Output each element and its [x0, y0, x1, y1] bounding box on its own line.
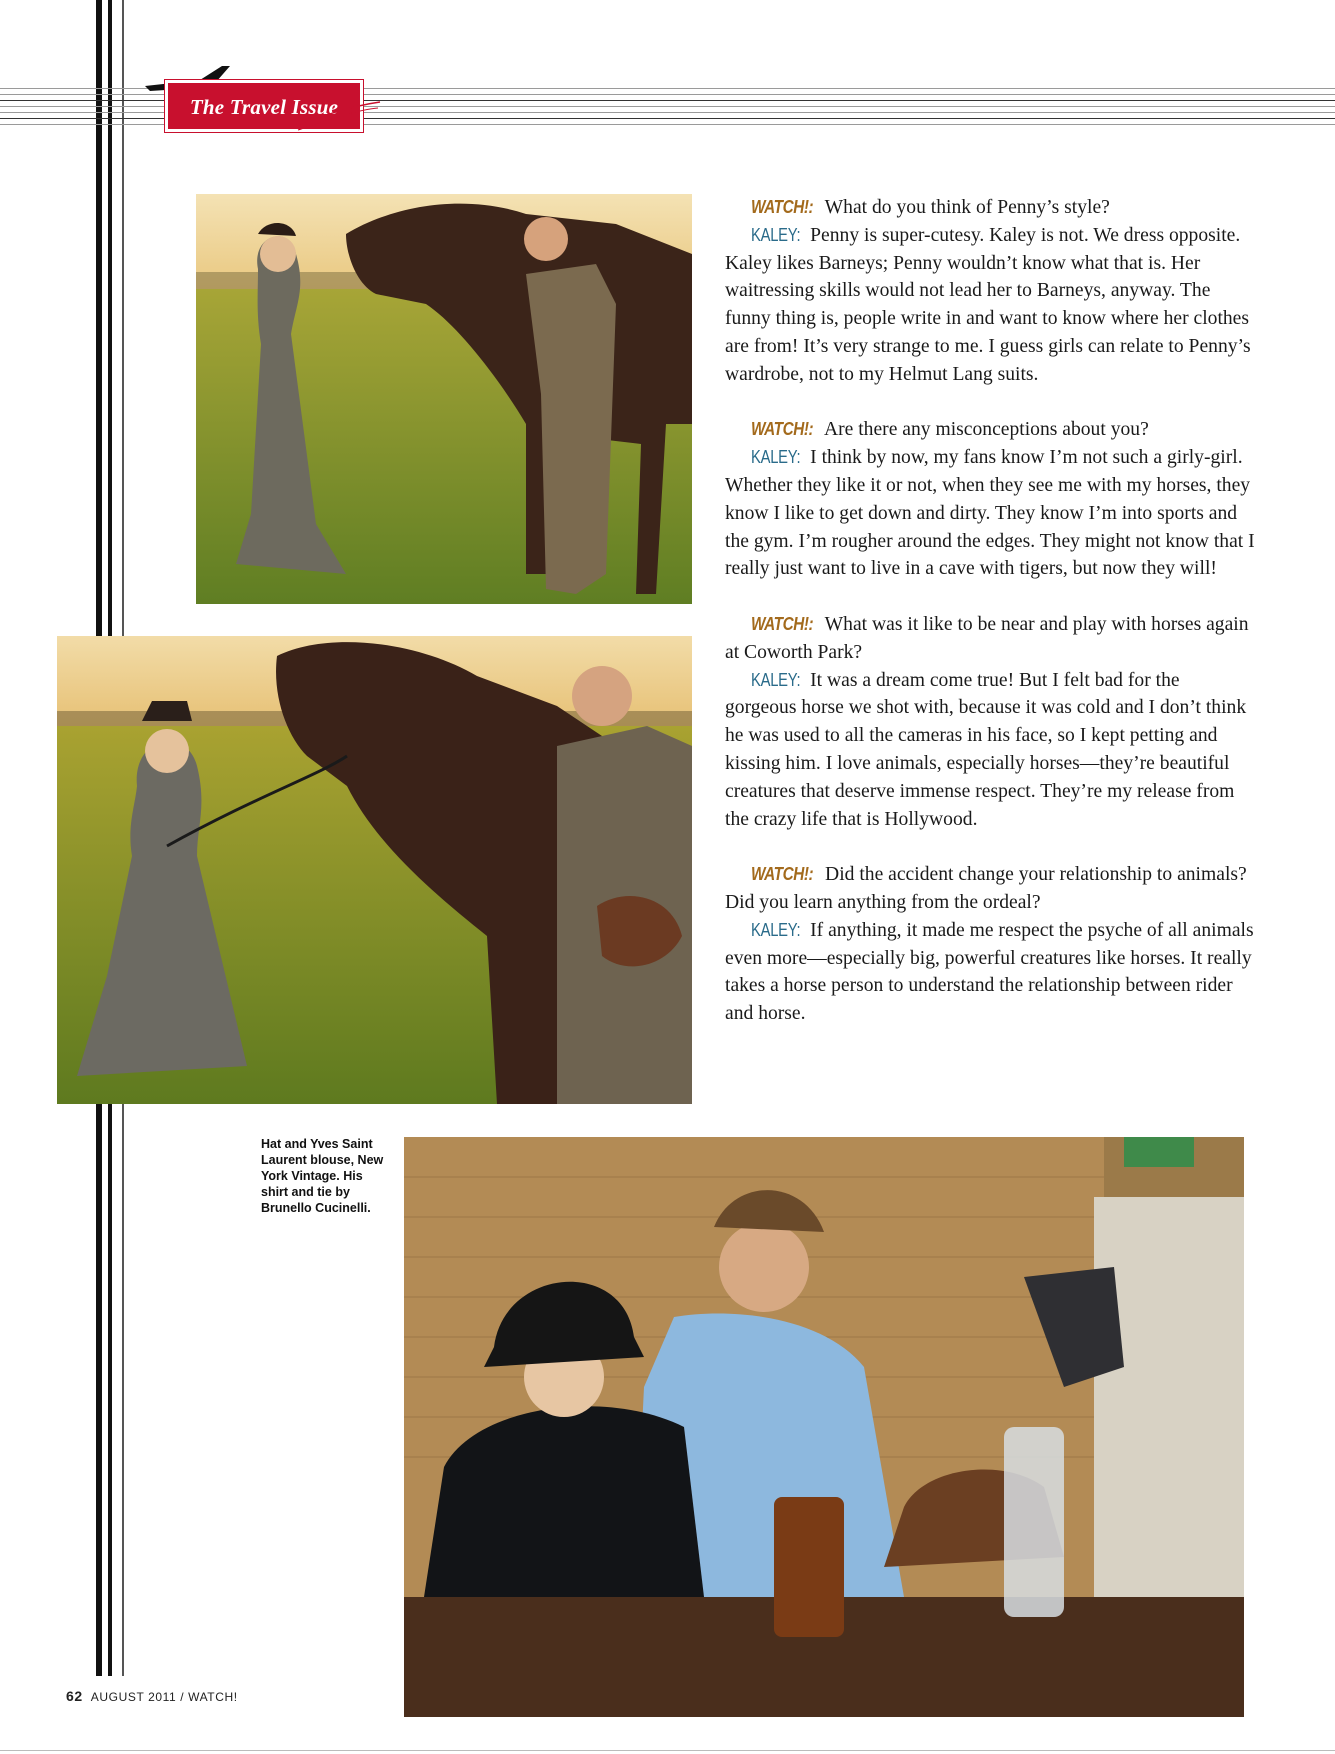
qa-block-4: [725, 861, 1255, 1028]
question-label: WATCH!:: [751, 419, 814, 440]
margin-rule-2: [108, 0, 112, 636]
answer-text: If anything, it made me respect the psyche of all animals even more—especially big, powerful creatures like horses. It really takes a horse person to understand the relationship between rider and horse.: [725, 919, 1254, 1025]
bar-scene-image: [404, 1137, 1244, 1717]
answer-label: KALEY:: [751, 669, 801, 690]
swoosh-icon: [292, 96, 382, 136]
woman-horse-image: [57, 636, 692, 1104]
margin-rule-3: [122, 0, 124, 636]
question-label: WATCH!:: [751, 864, 814, 885]
margin-rule-6: [122, 1104, 124, 1676]
question-text: Did the accident change your relationship to animals? Did you learn anything from the ordeal?: [725, 864, 1247, 913]
answer-label: KALEY:: [751, 447, 801, 468]
margin-rule-4: [96, 1104, 102, 1676]
question-text: What was it like to be near and play with horses again at Coworth Park?: [725, 613, 1249, 663]
middle-photo: [57, 636, 692, 1104]
answer-text: Penny is super-cutesy. Kaley is not. We dress opposite. Kaley likes Barneys; Penny wouldn’t know what that is. Her waitressing skills would not lead her to Barneys, anyway. The funny thing is, people write in and want to know where her clothes are from! It’s very strange to me. I guess girls can relate to Penny’s wardrobe, not to my Helmut Lang suits.: [725, 224, 1251, 385]
section-title: The Travel Issue: [189, 95, 339, 119]
field-horse-image: [196, 194, 692, 604]
question-text: What do you think of Penny’s style?: [820, 197, 1110, 218]
margin-rule-5: [108, 1104, 112, 1676]
page-number: 62: [66, 1688, 83, 1704]
article-body: [725, 194, 1255, 1056]
bottom-photo: [404, 1137, 1244, 1717]
answer-text: I think by now, my fans know I’m not such a girly-girl. Whether they like it or not, when they see me with my horses, they know I like to get down and dirty. They know I’m into sports and the gym. I’m rougher around the edges. They might not know that I really just want to live in a cave with tigers, but now they will!: [725, 447, 1255, 580]
qa-block-3: [725, 611, 1255, 833]
bottom-rule: [0, 1750, 1335, 1751]
qa-block-2: [725, 416, 1255, 583]
issue-line: AUGUST 2011 / WATCH!: [90, 1690, 238, 1704]
top-photo: [196, 194, 692, 604]
answer-text: It was a dream come true! But I felt bad for the gorgeous horse we shot with, because it was cold and I don’t think he was used to all the cameras in his face, so I kept petting and kissing him. I love animals, especially horses—they’re beautiful creatures that deserve immense respect. They’re my release from the crazy life that is Hollywood.: [725, 669, 1247, 830]
margin-rule-1: [96, 0, 102, 636]
folio: [66, 1688, 238, 1704]
qa-block-1: [725, 194, 1255, 389]
answer-label: KALEY:: [751, 919, 801, 940]
question-text: Are there any misconceptions about you?: [820, 419, 1149, 441]
question-label: WATCH!:: [751, 197, 814, 217]
question-label: WATCH!:: [751, 613, 814, 634]
answer-label: KALEY:: [751, 224, 801, 245]
photo-caption: Hat and Yves Saint Laurent blouse, New York Vintage. His shirt and tie by Brunello Cucinelli.: [261, 1137, 384, 1215]
